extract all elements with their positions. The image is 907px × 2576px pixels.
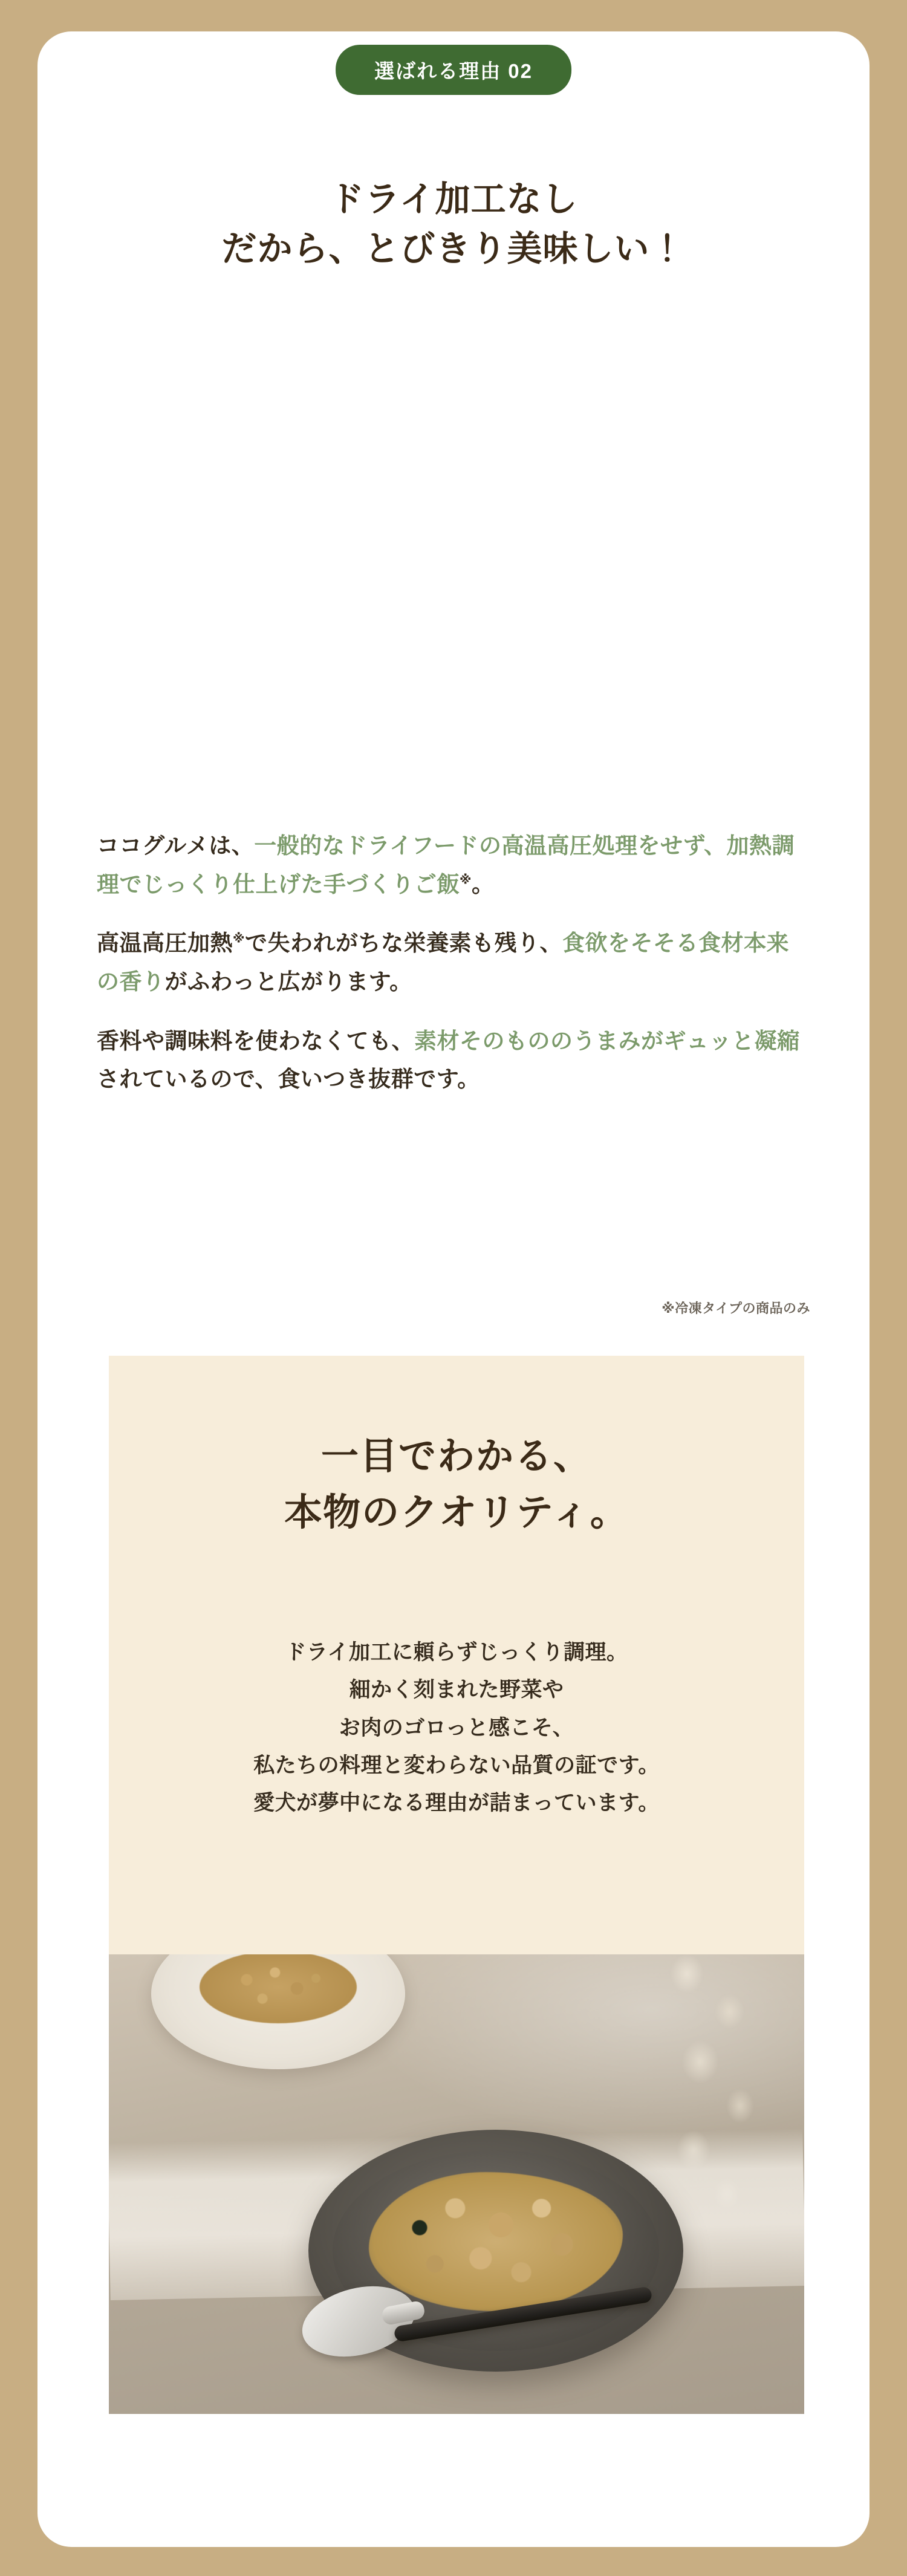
paragraph-3 (97, 1022, 810, 1099)
p2-highlight: 食欲をそそる食材本来の香り (97, 931, 789, 994)
panel-line: 細かく刻まれた野菜や (349, 1678, 564, 1702)
p1-footnote-mark: ※ (460, 873, 472, 887)
p1-text-b: 。 (471, 871, 495, 897)
content-card (37, 31, 870, 2547)
panel-line: 愛犬が夢中になる理由が詰まっています。 (253, 1791, 660, 1815)
panel-line: お肉のゴロっと感こそ、 (339, 1716, 574, 1740)
panel-line: 私たちの料理と変わらない品質の証です。 (253, 1753, 660, 1777)
paragraph-2 (97, 924, 810, 1001)
p3-highlight: 素材そのもののうまみがギュッと凝縮 (414, 1028, 800, 1053)
p2-footnote-mark: ※ (233, 932, 245, 946)
p2-text-b: で失われがちな栄養素も残り、 (244, 931, 562, 956)
p3-text-a: 香料や調味料を使わなくても、 (97, 1028, 414, 1053)
p3-text-b: されているので、食いつき抜群です。 (97, 1067, 480, 1092)
headline-line-1: ドライ加工なし (329, 179, 578, 219)
headline-line-2: だから、とびきり美味しい！ (221, 229, 686, 269)
paragraph-1 (97, 827, 810, 903)
p1-text-a: ココグルメは、 (97, 833, 255, 858)
panel-title-line-2: 本物のクオリティ。 (284, 1492, 629, 1534)
page-title (37, 175, 870, 275)
panel-title-line-1: 一目でわかる、 (320, 1436, 592, 1477)
p2-text-c: がふわっと広がります。 (164, 969, 412, 994)
footnote: ※冷凍タイプの商品のみ (662, 1301, 810, 1316)
p1-highlight: 一般的なドライフードの高温高圧処理をせず、加熱調理でじっくり仕上げた手づくりご飯 (97, 833, 795, 897)
food-photo (109, 1954, 804, 2414)
body-copy (97, 827, 810, 1099)
section-badge: 選ばれる理由 02 (336, 45, 571, 95)
panel-line: ドライ加工に頼らずじっくり調理。 (285, 1641, 628, 1664)
p2-text-a: 高温高圧加熱 (97, 931, 233, 956)
quality-panel (109, 1356, 804, 2414)
panel-description (109, 1634, 804, 1822)
panel-title (109, 1428, 804, 1541)
